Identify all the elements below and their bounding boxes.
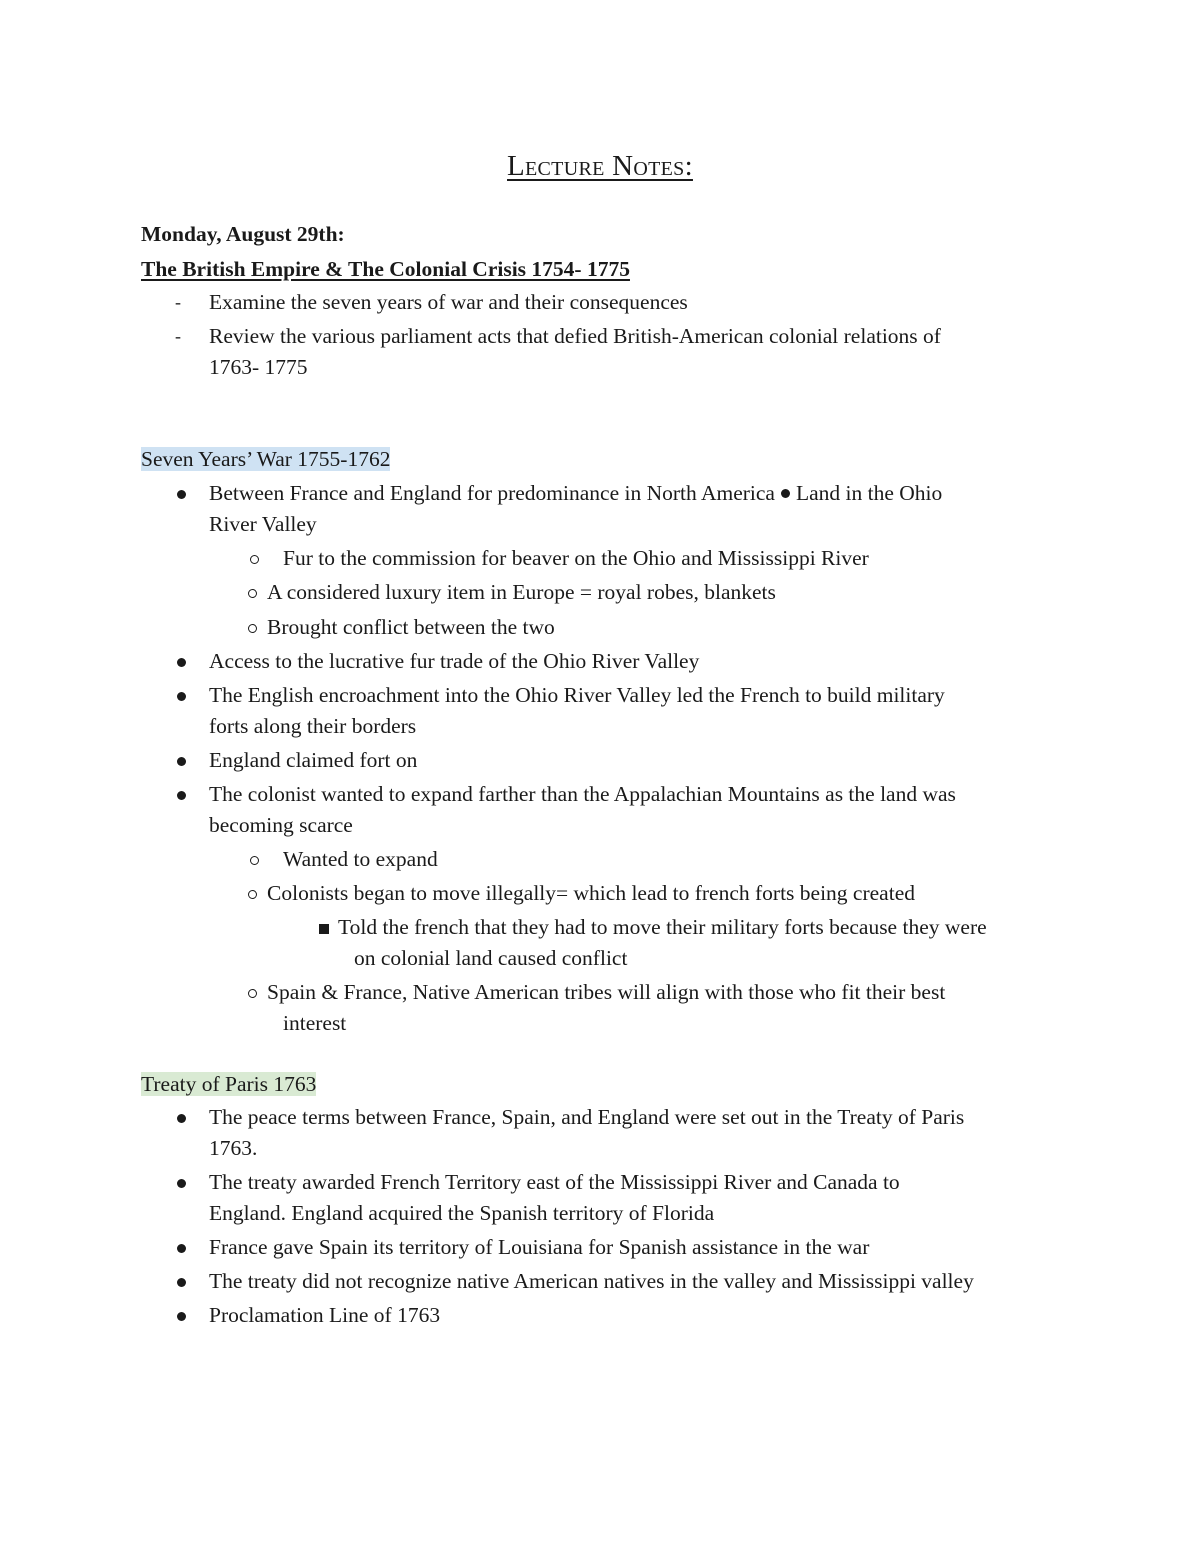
- bullet-icon: [177, 1244, 186, 1253]
- treaty-bullet-5: Proclamation Line of 1763: [209, 1303, 441, 1327]
- treaty-of-paris-heading: Treaty of Paris 1763: [141, 1072, 317, 1096]
- bullet-icon: [177, 757, 186, 766]
- bullet-icon: [177, 791, 186, 800]
- bullet-2: Access to the lucrative fur trade of the Ohio River Valley: [209, 649, 700, 673]
- treaty-bullet-2: The treaty awarded French Territory east of the Mississippi River and Canada to: [209, 1170, 900, 1194]
- lecture-date: Monday, August 29th:: [141, 222, 345, 246]
- title-text: Lecture Notes:: [507, 150, 693, 182]
- page-title: [0, 146, 1200, 186]
- lecture-topic: The British Empire & The Colonial Crisis 1754- 1775: [141, 257, 630, 281]
- bullet-5: The colonist wanted to expand farther than the Appalachian Mountains as the land was: [209, 782, 956, 806]
- bullet-5-cont: becoming scarce: [209, 813, 353, 837]
- hollow-bullet-icon: [248, 890, 257, 899]
- bullet-icon: [177, 490, 186, 499]
- treaty-bullet-4: The treaty did not recognize native American natives in the valley and Mississippi valley: [209, 1269, 974, 1293]
- square-bullet-icon: [319, 924, 329, 934]
- sub-bullet-4: Wanted to expand: [283, 847, 438, 871]
- objective-2-cont: 1763- 1775: [209, 355, 308, 379]
- hollow-bullet-icon: [248, 624, 257, 633]
- bullet-3: The English encroachment into the Ohio River Valley led the French to build military: [209, 683, 945, 707]
- seven-years-war-heading: Seven Years’ War 1755-1762: [141, 447, 391, 471]
- bullet-4: England claimed fort on: [209, 748, 418, 772]
- sub-bullet-6-cont: interest: [283, 1011, 347, 1035]
- bullet-icon: [177, 1179, 186, 1188]
- hollow-bullet-icon: [248, 589, 257, 598]
- bullet-1-cont: River Valley: [209, 512, 317, 536]
- bullet-3-cont: forts along their borders: [209, 714, 417, 738]
- section-heading-treaty-of-paris: [141, 1069, 316, 1100]
- dash-marker: -: [175, 292, 181, 312]
- bullet-1-part1: Between France and England for predominance in North America: [209, 481, 775, 505]
- treaty-bullet-1-cont: 1763.: [209, 1136, 258, 1160]
- objective-1: Examine the seven years of war and their consequences: [209, 290, 688, 314]
- section-heading-seven-years-war: [141, 444, 390, 475]
- hollow-bullet-icon: [250, 856, 259, 865]
- treaty-bullet-2-cont: England. England acquired the Spanish territory of Florida: [209, 1201, 715, 1225]
- sub-bullet-5: Colonists began to move illegally= which lead to french forts being created: [267, 881, 915, 905]
- sub-bullet-6: Spain & France, Native American tribes will align with those who fit their best: [267, 980, 946, 1004]
- bullet-icon: [781, 489, 790, 498]
- hollow-bullet-icon: [248, 989, 257, 998]
- bullet-icon: [177, 1312, 186, 1321]
- objective-2: Review the various parliament acts that defied British-American colonial relations of: [209, 324, 941, 348]
- bullet-icon: [177, 658, 186, 667]
- dash-marker: -: [175, 326, 181, 346]
- hollow-bullet-icon: [250, 555, 259, 564]
- bullet-1-part2: Land in the Ohio: [795, 481, 943, 505]
- tertiary-bullet-1-cont: on colonial land caused conflict: [354, 946, 628, 970]
- sub-bullet-3: Brought conflict between the two: [267, 615, 555, 639]
- tertiary-bullet-1: Told the french that they had to move their military forts because they were: [338, 915, 987, 939]
- treaty-bullet-1: The peace terms between France, Spain, and England were set out in the Treaty of Paris: [209, 1105, 965, 1129]
- sub-bullet-2: A considered luxury item in Europe = royal robes, blankets: [267, 580, 776, 604]
- bullet-icon: [177, 692, 186, 701]
- bullet-icon: [177, 1278, 186, 1287]
- sub-bullet-1: Fur to the commission for beaver on the Ohio and Mississippi River: [283, 546, 869, 570]
- bullet-1: [209, 478, 942, 509]
- treaty-bullet-3: France gave Spain its territory of Louisiana for Spanish assistance in the war: [209, 1235, 870, 1259]
- bullet-icon: [177, 1114, 186, 1123]
